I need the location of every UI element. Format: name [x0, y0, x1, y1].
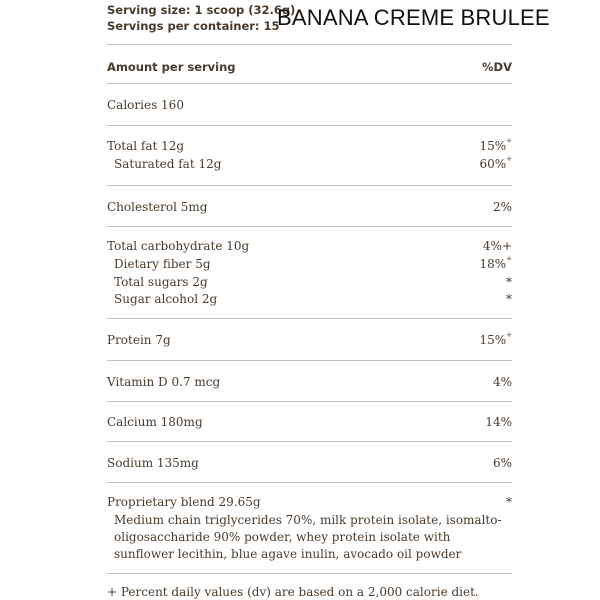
nutrient-label: Calcium 180mg [107, 415, 203, 429]
divider [107, 125, 512, 126]
product-title: BANANA CREME BRULEE [277, 5, 550, 30]
dv-value: 15% [479, 333, 507, 347]
nutrient-row-total-sugars [107, 275, 512, 293]
amount-per-serving-label: Amount per serving [107, 60, 236, 74]
nutrient-label: Total fat 12g [107, 139, 185, 153]
servings-per-container: Servings per container: 15 [107, 19, 280, 33]
nutrient-row-saturated-fat [107, 157, 512, 175]
nutrient-label: Calories 160 [107, 98, 184, 112]
nutrient-row-dietary-fiber [107, 257, 512, 275]
divider [107, 226, 512, 227]
divider-header [107, 83, 512, 84]
divider [107, 482, 512, 483]
nutrient-label: Total sugars 2g [114, 275, 208, 289]
nutrient-row-proprietary-blend [107, 495, 512, 513]
nutrient-dv: * [506, 275, 512, 289]
dv-mark: + [506, 255, 512, 263]
nutrient-dv: * [506, 292, 512, 306]
nutrient-dv: 4%+ [482, 239, 512, 253]
nutrient-label: Total carbohydrate 10g [107, 239, 250, 253]
serving-size: Serving size: 1 scoop (32.6g) [107, 3, 296, 17]
nutrient-dv [479, 257, 512, 271]
blend-ingredients: Medium chain triglycerides 70%, milk protein isolate, isomalto-oligosaccharide 90% powder, whey protein isolate with sunflower lecithin, blue agave inulin, avocado oil powder [114, 513, 502, 561]
nutrient-row-vitamin-d [107, 375, 512, 393]
divider [107, 185, 512, 186]
nutrient-dv: 14% [485, 415, 512, 429]
nutrient-label: Protein 7g [107, 333, 171, 347]
nutrient-label: Proprietary blend 29.65g [107, 495, 261, 509]
divider [107, 441, 512, 442]
nutrient-label: Cholesterol 5mg [107, 200, 208, 214]
divider [107, 360, 512, 361]
nutrient-label: Vitamin D 0.7 mcg [107, 375, 221, 389]
dv-header-label: %DV [482, 60, 512, 74]
nutrient-row-calcium [107, 415, 512, 433]
nutrient-label: Saturated fat 12g [114, 157, 222, 171]
nutrient-dv: 2% [492, 200, 512, 214]
nutrient-row-protein [107, 333, 512, 351]
dv-mark: + [506, 155, 512, 163]
dv-mark: + [506, 331, 512, 339]
divider-top [107, 44, 512, 45]
nutrient-dv [479, 139, 512, 153]
footnote: + Percent daily values (dv) are based on a 2,000 calorie diet. [107, 585, 479, 599]
nutrient-row-total-fat [107, 139, 512, 157]
nutrient-dv [479, 157, 512, 171]
dv-value: 18% [479, 257, 507, 271]
nutrient-dv: * [506, 495, 512, 509]
divider [107, 401, 512, 402]
nutrient-row-sugar-alcohol [107, 292, 512, 310]
dv-mark: + [506, 137, 512, 145]
nutrient-label: Dietary fiber 5g [114, 257, 211, 271]
divider [107, 318, 512, 319]
nutrient-row-calories [107, 98, 512, 116]
dv-value: 60% [479, 157, 507, 171]
nutrient-label: Sugar alcohol 2g [114, 292, 218, 306]
divider [107, 573, 512, 574]
nutrient-dv [479, 333, 512, 347]
nutrient-row-total-carbohydrate [107, 239, 512, 257]
nutrient-dv: 6% [492, 456, 512, 470]
nutrient-label: Sodium 135mg [107, 456, 199, 470]
nutrient-dv: 4% [492, 375, 512, 389]
nutrient-row-sodium [107, 456, 512, 474]
dv-value: 15% [479, 139, 507, 153]
nutrient-row-cholesterol [107, 200, 512, 218]
